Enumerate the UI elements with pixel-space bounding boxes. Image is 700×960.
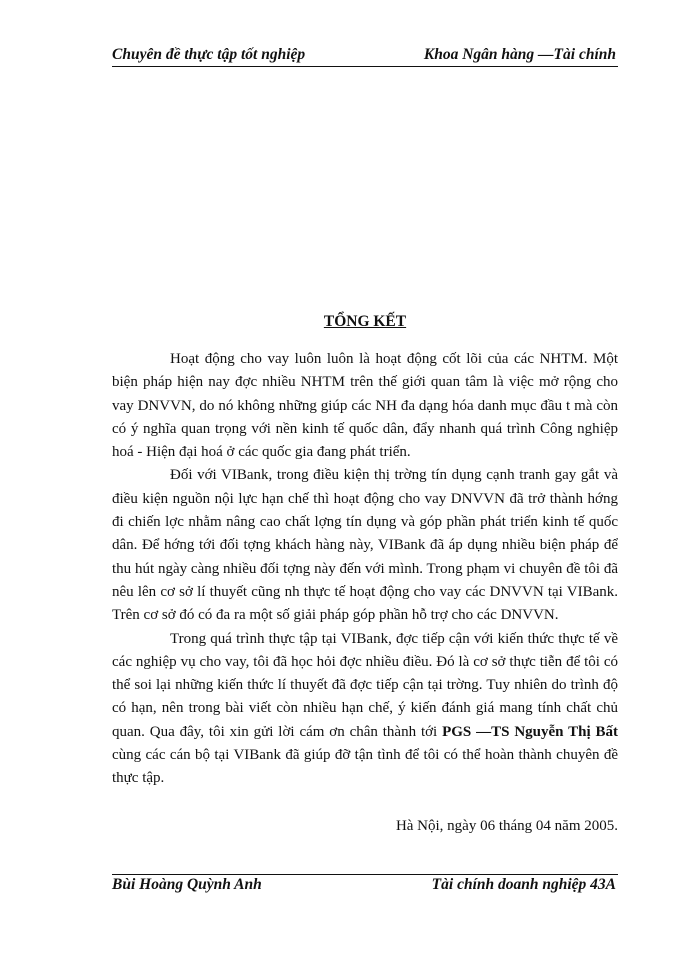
footer-left: Bùi Hoàng Quỳnh Anh xyxy=(112,876,262,893)
document-body xyxy=(112,348,618,791)
header-right: Khoa Ngân hàng —Tài chính xyxy=(423,46,616,63)
header-rule xyxy=(112,66,618,67)
header-left: Chuyên đề thực tập tốt nghiệp xyxy=(112,46,306,63)
page-header xyxy=(112,46,616,66)
paragraph-3-text-b: cùng các cán bộ tại VIBank đã giúp đỡ tận tình để tôi có thể hoàn thành chuyên đề thực tập. xyxy=(112,747,618,787)
advisor-name: PGS —TS Nguyễn Thị Bất xyxy=(442,723,618,740)
paragraph-1: Hoạt động cho vay luôn luôn là hoạt động cốt lõi của các NHTM. Một biện pháp hiện nay đợc nhiều NHTM trên thế giới quan tâm là việc mở rộng cho vay DNVVN, do nó không những giúp các NH đa dạng hóa danh mục đầu t mà còn có ý nghĩa quan trọng với nền kinh tế quốc dân, đẩy nhanh quá trình Công nghiệp hoá - Hiện đại hoá ở các quốc gia đang phát triển. xyxy=(112,351,618,461)
paragraph-3 xyxy=(112,628,618,791)
footer-right: Tài chính doanh nghiệp 43A xyxy=(431,876,616,893)
paragraph-2: Đối với VIBank, trong điều kiện thị trờng tín dụng cạnh tranh gay gắt và điều kiện nguồn nội lực hạn chế thì hoạt động cho vay DNVVN đã trở thành hớng đi chiến lợc nhằm nâng cao chất lợng tín dụng và góp phần phát triển kinh tế quốc dân. Để hớng tới đối tợng khách hàng này, VIBank đã áp dụng nhiều biện pháp để thu hút ngày càng nhiều đối tợng này đến với mình. Trong phạm vi chuyên đề tôi đã nêu lên cơ sở lí thuyết cũng nh thực tế hoạt động cho vay các DNVVN tại VIBank. Trên cơ sở đó có đa ra một số giải pháp góp phần hỗ trợ cho các DNVVN. xyxy=(112,467,618,624)
paragraph-3-text-a: Trong quá trình thực tập tại VIBank, đợc tiếp cận với kiến thức thực tế về các nghiệp vụ cho vay, tôi đã học hỏi đợc nhiều điều. Đó là cơ sở thực tiễn để tôi có thể soi lại những kiến thức lí thuyết đã đợc tiếp cận tại trờng. Tuy nhiên do trình độ có hạn, nên trong bài viết còn nhiều hạn chế, ý kiến đánh giá mang tính chất chủ quan. Qua đây, tôi xin gửi lời cám ơn chân thành tới xyxy=(112,630,618,740)
page-footer xyxy=(112,876,616,896)
signature-date: Hà Nội, ngày 06 tháng 04 năm 2005. xyxy=(395,818,618,834)
page-title: TỔNG KẾT xyxy=(323,313,407,330)
footer-rule xyxy=(112,874,618,875)
